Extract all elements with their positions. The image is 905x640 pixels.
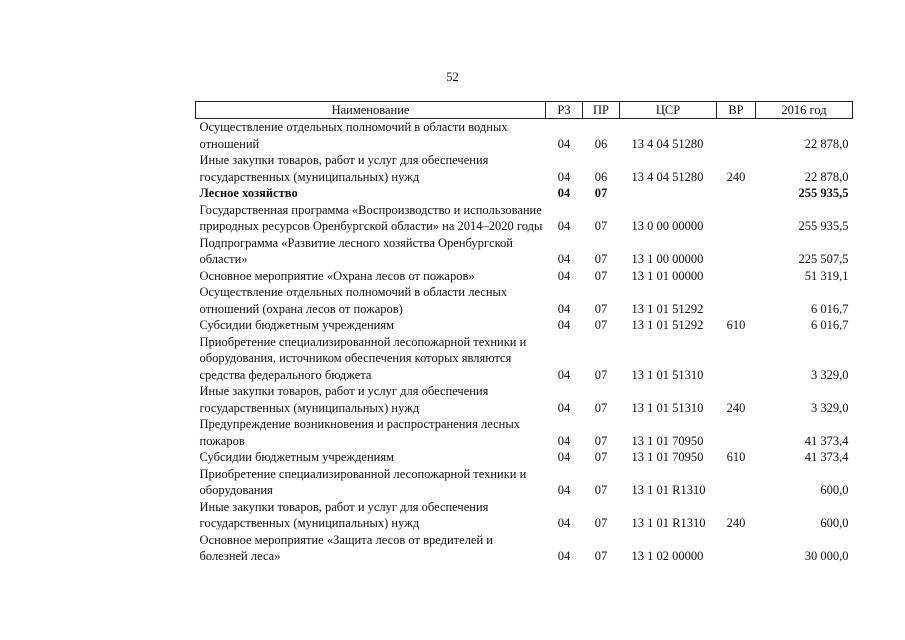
- cell-csr: 13 4 04 51280: [631, 169, 704, 184]
- cell-pr: 07: [594, 516, 608, 530]
- cell-pr: 07: [594, 483, 608, 497]
- cell-vr: [717, 202, 756, 235]
- cell-name: Государственная программа «Воспроизводство и использование природных ресурсов Оренбургской области» на 2014–2020 годы: [199, 202, 543, 233]
- cell-pr: 07: [594, 301, 608, 316]
- cell-sum: 600,0: [820, 483, 849, 497]
- cell-name: Осуществление отдельных полномочий в области водных отношений: [199, 120, 508, 151]
- cell-pr: 07: [594, 450, 608, 464]
- cell-csr: 13 1 01 R1310: [631, 516, 706, 530]
- cell-sum: 255 935,5: [798, 186, 849, 200]
- cell-pr: 07: [594, 219, 608, 233]
- cell-pr: 07: [594, 252, 608, 266]
- cell-sum: 3 329,0: [811, 367, 849, 382]
- cell-name: Подпрограмма «Развитие лесного хозяйства Оренбургской области»: [199, 235, 513, 266]
- cell-csr: 13 1 01 51292: [631, 301, 704, 316]
- cell-rz: 04: [557, 219, 571, 233]
- cell-csr: 13 1 01 R1310: [631, 483, 706, 497]
- cell-sum: 41 373,4: [804, 433, 849, 448]
- cell-vr: 240: [726, 400, 746, 415]
- table-row: [196, 383, 853, 416]
- cell-sum: 600,0: [820, 516, 849, 530]
- table-row: [196, 202, 853, 235]
- cell-rz: 04: [557, 268, 571, 283]
- cell-name: Иные закупки товаров, работ и услуг для обеспечения государственных (муниципальных) нужд: [199, 499, 489, 530]
- cell-sum: 3 329,0: [811, 400, 849, 415]
- cell-name: Лесное хозяйство: [199, 186, 298, 200]
- cell-pr: 07: [594, 549, 608, 563]
- cell-rz: 04: [557, 301, 571, 316]
- cell-sum: 41 373,4: [804, 450, 849, 464]
- cell-vr: 240: [726, 516, 746, 530]
- cell-rz: 04: [557, 252, 571, 266]
- table-row: [196, 284, 853, 317]
- cell-sum: 30 000,0: [804, 549, 849, 563]
- cell-sum: 6 016,7: [811, 318, 849, 332]
- cell-name: Субсидии бюджетным учреждениям: [199, 318, 395, 332]
- table-row: [196, 334, 853, 384]
- table-row: [196, 449, 853, 466]
- cell-rz: 04: [557, 549, 571, 563]
- cell-csr: 13 1 01 51310: [631, 367, 704, 382]
- cell-rz: 04: [557, 169, 571, 184]
- cell-name: Приобретение специализированной лесопожарной техники и оборудования: [199, 466, 527, 497]
- table-row: [196, 499, 853, 532]
- table-row: [196, 466, 853, 499]
- cell-csr: 13 1 01 51292: [631, 318, 704, 332]
- cell-rz: 04: [557, 450, 571, 464]
- table-row: [196, 119, 853, 153]
- cell-name: Предупреждение возникновения и распространения лесных пожаров: [199, 417, 520, 448]
- cell-name: Основное мероприятие «Охрана лесов от пожаров»: [199, 268, 475, 283]
- cell-vr: [717, 268, 756, 285]
- cell-csr: 13 1 01 00000: [631, 268, 704, 283]
- cell-pr: 07: [594, 318, 608, 332]
- header-rz: РЗ: [546, 102, 583, 119]
- cell-sum: 22 878,0: [804, 169, 849, 184]
- cell-vr: [717, 235, 756, 268]
- cell-name: Основное мероприятие «Защита лесов от вредителей и болезней леса»: [199, 532, 493, 563]
- cell-sum: 225 507,5: [798, 252, 849, 266]
- table-row: [196, 416, 853, 449]
- table-row: [196, 317, 853, 334]
- cell-csr: 13 1 02 00000: [631, 549, 704, 563]
- cell-vr: 610: [726, 450, 746, 464]
- table-row: [196, 185, 853, 202]
- page-number: 52: [446, 70, 459, 84]
- header-csr: ЦСР: [620, 102, 717, 119]
- cell-rz: 04: [557, 186, 571, 200]
- cell-rz: 04: [557, 516, 571, 530]
- table-header: [196, 102, 853, 119]
- cell-pr: 07: [594, 367, 608, 382]
- cell-vr: [717, 466, 756, 499]
- cell-pr: 06: [594, 136, 608, 151]
- cell-csr: 13 1 00 00000: [631, 252, 704, 266]
- cell-vr: [717, 334, 756, 384]
- cell-pr: 07: [594, 433, 608, 448]
- cell-sum: 6 016,7: [811, 301, 849, 316]
- cell-csr: 13 1 01 70950: [631, 433, 704, 448]
- cell-csr: 13 4 04 51280: [631, 136, 704, 151]
- cell-name: Приобретение специализированной лесопожарной техники и оборудования, источником обеспечения которых являются средства федерального бюджета: [199, 334, 527, 382]
- cell-rz: 04: [557, 433, 571, 448]
- cell-sum: 255 935,5: [798, 219, 849, 233]
- cell-rz: 04: [557, 367, 571, 382]
- cell-pr: 07: [594, 186, 608, 200]
- cell-vr: [717, 284, 756, 317]
- cell-vr: [717, 119, 756, 153]
- cell-vr: 610: [726, 318, 746, 332]
- header-pr: ПР: [583, 102, 620, 119]
- header-vr: ВР: [717, 102, 756, 119]
- header-name: Наименование: [196, 102, 546, 119]
- table-row: [196, 152, 853, 185]
- cell-name: Иные закупки товаров, работ и услуг для обеспечения государственных (муниципальных) нужд: [199, 384, 489, 415]
- cell-sum: 51 319,1: [804, 268, 849, 283]
- budget-table: [195, 101, 853, 565]
- table-row: [196, 268, 853, 285]
- cell-rz: 04: [557, 318, 571, 332]
- cell-csr: [620, 185, 717, 202]
- table-body: [196, 119, 853, 565]
- cell-pr: 07: [594, 400, 608, 415]
- cell-sum: 22 878,0: [804, 136, 849, 151]
- cell-csr: 13 0 00 00000: [631, 219, 704, 233]
- cell-rz: 04: [557, 136, 571, 151]
- cell-rz: 04: [557, 483, 571, 497]
- cell-vr: [717, 532, 756, 565]
- cell-vr: 240: [726, 169, 746, 184]
- cell-csr: 13 1 01 70950: [631, 450, 704, 464]
- table-row: [196, 532, 853, 565]
- cell-rz: 04: [557, 400, 571, 415]
- cell-pr: 07: [594, 268, 608, 283]
- cell-name: Иные закупки товаров, работ и услуг для обеспечения государственных (муниципальных) нужд: [199, 153, 489, 184]
- cell-pr: 06: [594, 169, 608, 184]
- header-sum: 2016 год: [756, 102, 853, 119]
- cell-vr: [717, 185, 756, 202]
- cell-csr: 13 1 01 51310: [631, 400, 704, 415]
- table-row: [196, 235, 853, 268]
- cell-vr: [717, 416, 756, 449]
- cell-name: Субсидии бюджетным учреждениям: [199, 450, 395, 464]
- cell-name: Осуществление отдельных полномочий в области лесных отношений (охрана лесов от пожаров): [199, 285, 508, 316]
